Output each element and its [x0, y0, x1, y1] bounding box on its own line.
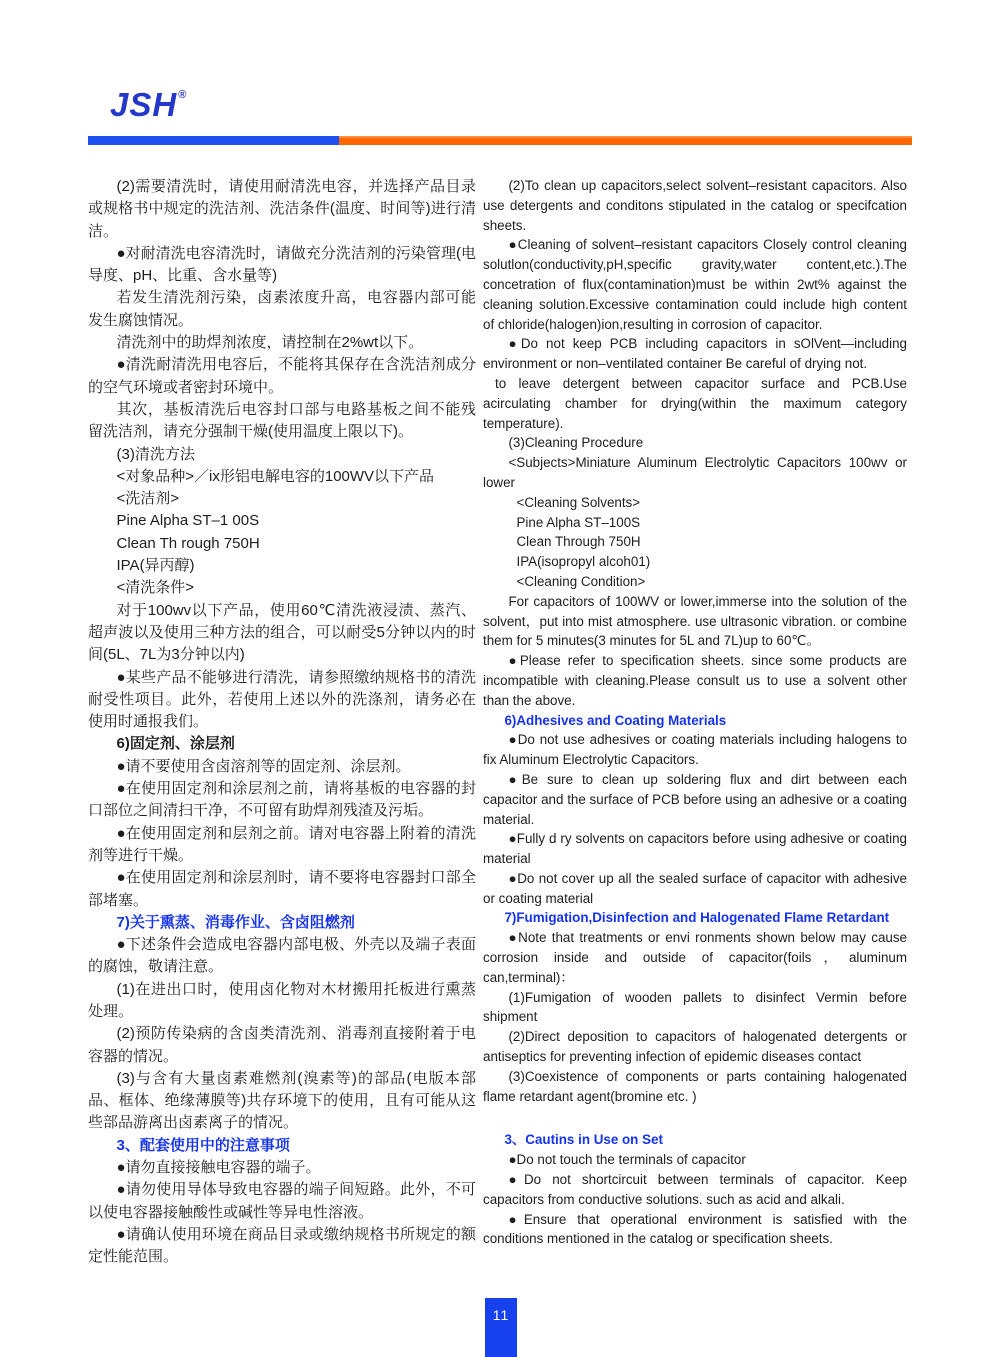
paragraph: For capacitors of 100WV or lower,immerse into the solution of the solvent，put into mist atmosphere. use ultrasonic vibration. or combine them for 5 minutes(3 minutes for 5L and 7L)up to 60℃。: [483, 593, 907, 649]
paragraph: ●在使用固定剂和层剂之前。请对电容器上附着的清洗剂等进行干燥。: [88, 824, 476, 864]
paragraph: ●某些产品不能够进行清洗，请参照缴纳规格书的清洗耐受性项目。此外，若使用上述以外的洗涤剂，请务必在使用时通报我们。: [88, 668, 476, 731]
brand-logo-text: JSH: [110, 86, 178, 123]
paragraph: ●Please refer to specification sheets. since some products are incompatible with cleaning.Please consult us to use a solvent other than the above.: [483, 653, 907, 708]
paragraph: ●Cleaning of solvent–resistant capacitors Closely control cleaning solutlon(conductivity,pH,specific gravity,water content,etc.).The concetration of flux(contamination)must be within 2wt% against the cleaning solution.Excessive contamination could include high content of chloride(halogen)ion,resulting in corrosion of capacitor.: [483, 237, 907, 332]
paragraph: (2)Direct deposition to capacitors of halogenated detergents or antiseptics for preventing infection of epidemic diseases contact: [483, 1029, 907, 1065]
paragraph: ●在使用固定剂和涂层剂时，请不要将电容器封口部全部堵塞。: [88, 869, 476, 909]
paragraph: ●请确认使用环境在商品目录或缴纳规格书所规定的额定性能范围。: [88, 1225, 476, 1266]
paragraph: (3)Cleaning Procedure: [508, 435, 644, 451]
paragraph: 若发生清洗剂污染，卤素浓度升高，电容器内部可能发生腐蚀情况。: [88, 289, 476, 329]
left-text-column: [88, 176, 476, 1269]
paragraph: (1)Fumigation of wooden pallets to disinfect Vermin before shipment: [483, 989, 907, 1025]
paragraph: 其次，基板清洗后电容封口部与电路基板之间不能残留洗洁剂，请充分强制干燥(使用温度上限以下)。: [88, 400, 476, 441]
paragraph: ●Do not touch the terminals of capacitor: [508, 1152, 746, 1168]
paragraph: to leave detergent between capacitor surface and PCB.Use acirculating chamber for drying(within the maximum category temperature).: [483, 375, 907, 431]
paragraph: ●下述条件会造成电容器内部电极、外壳以及端子表面的腐蚀，敬请注意。: [88, 936, 476, 976]
paragraph: 对于100wv以下产品，使用60℃清洗液浸渍、蒸汽、超声波以及使用三种方法的组合，可以耐受5分钟以内的时间(5L、7L为3分钟以内): [88, 601, 476, 664]
page-number-badge: [485, 1298, 517, 1357]
paragraph: IPA(异丙醇): [116, 557, 195, 575]
header-divider-blue-segment: [88, 136, 339, 145]
paragraph: <对象品种>／ix形铝电解电容的100WV以下产品: [116, 467, 435, 485]
paragraph: (2)预防传染病的含卤类清洗剂、消毒剂直接附着于电容器的情况。: [88, 1025, 476, 1065]
paragraph: IPA(isopropyl alcoh01): [516, 554, 651, 570]
paragraph: (3)清洗方法: [116, 445, 195, 463]
paragraph: Clean Th rough 750H: [116, 534, 260, 552]
paragraph: Pine Alpha ST–1 00S: [116, 512, 260, 530]
paragraph: (3)与含有大量卤素难燃剂(溴素等)的部品(电版本部品、框体、绝缘薄膜等)共存环境下的使用，且有可能从这些部品游离出卤素离子的情况。: [88, 1069, 476, 1132]
section-heading: 3、Cautins in Use on Set: [504, 1132, 663, 1148]
paragraph: ●Do not keep PCB including capacitors in sOlVent—including environment or non–ventilated container Be careful of drying not.: [483, 336, 907, 372]
paragraph: <Subjects>Miniature Aluminum Electrolytic Capacitors 100wv or lower: [483, 455, 907, 490]
paragraph: <清洗条件>: [116, 579, 195, 597]
paragraph: ●请不要使用含卤溶剂等的固定剂、涂层剂。: [116, 757, 411, 775]
paragraph: <Cleaning Solvents>: [516, 494, 641, 510]
section-heading: 6)固定剂、涂层剂: [116, 735, 235, 753]
section-heading: 6)Adhesives and Coating Materials: [504, 712, 727, 728]
paragraph: ●Be sure to clean up soldering flux and dirt between each capacitor and the surface of PCB before using an adhesive or a coating material.: [483, 771, 907, 827]
paragraph: Pine Alpha ST–100S: [516, 514, 641, 530]
brand-logo: [110, 86, 187, 124]
paragraph: ●清洗耐清洗用电容后，不能将其保存在含洗洁剂成分的空气环境或者密封环境中。: [88, 356, 476, 396]
paragraph: ●Ensure that operational environment is satisfied with the conditions mentioned in the catalog or specification sheets.: [483, 1211, 907, 1247]
paragraph: (2)需要清洗时，请使用耐清洗电容，并选择产品目录或规格书中规定的洗洁剂、洗洁条件(温度、时间等)进行清洁。: [88, 178, 476, 240]
paragraph: ●请勿使用导体导致电容器的端子间短路。此外，不可以使电容器接触酸性或碱性等异电性溶液。: [88, 1181, 476, 1221]
right-text-column: [483, 176, 907, 1249]
header-divider-orange-segment: [339, 136, 912, 145]
paragraph: (1)在进出口时，使用卤化物对木材搬用托板进行熏蒸处理。: [88, 980, 476, 1020]
paragraph: ●Do not cover up all the sealed surface of capacitor with adhesive or coating material: [483, 870, 907, 906]
paragraph: <Cleaning Condition>: [516, 573, 646, 589]
paragraph: (2)To clean up capacitors,select solvent–resistant capacitors. Also use detergents and conditons stipulated in the catalog or specifcation sheets.: [483, 178, 907, 233]
page-number: 11: [492, 1307, 510, 1323]
section-heading: 7)Fumigation,Disinfection and Halogenated Flame Retardant: [504, 910, 890, 926]
paragraph: (3)Coexistence of components or parts containing halogenated flame retardant agent(bromine etc. ): [483, 1068, 907, 1104]
paragraph: ●请勿直接接触电容器的端子。: [116, 1159, 321, 1177]
header-divider: [88, 136, 912, 145]
paragraph: ●在使用固定剂和涂层剂之前，请将基板的电容器的封口部位之间清扫干净，不可留有助焊剂残渣及污垢。: [88, 780, 476, 820]
paragraph: ●Do not shortcircuit between terminals of capacitor. Keep capacitors from conductive solutions. such as acid and alkali.: [483, 1172, 907, 1207]
section-heading: 7)关于熏蒸、消毒作业、含卤阻燃剂: [116, 913, 355, 931]
paragraph: ●Note that treatments or envi ronments shown below may cause corrosion inside and outside of capacitor(foils，aluminum can,terminal)：: [483, 930, 907, 985]
paragraph: ●Do not use adhesives or coating materials including halogens to fix Aluminum Electrolytic Capacitors.: [483, 732, 907, 768]
paragraph: Clean Through 750H: [516, 534, 641, 550]
registered-trademark-icon: ®: [178, 89, 188, 101]
paragraph: 清洗剂中的助焊剂浓度，请控制在2%wt以下。: [116, 334, 424, 352]
paragraph: ●对耐清洗电容清洗时，请做充分洗洁剂的污染管理(电导度、pH、比重、含水量等): [88, 244, 476, 285]
paragraph: ●Fully d ry solvents on capacitors before using adhesive or coating material: [483, 831, 907, 867]
paragraph: <洗洁剂>: [116, 490, 180, 508]
section-heading: 3、配套使用中的注意事项: [116, 1136, 290, 1154]
